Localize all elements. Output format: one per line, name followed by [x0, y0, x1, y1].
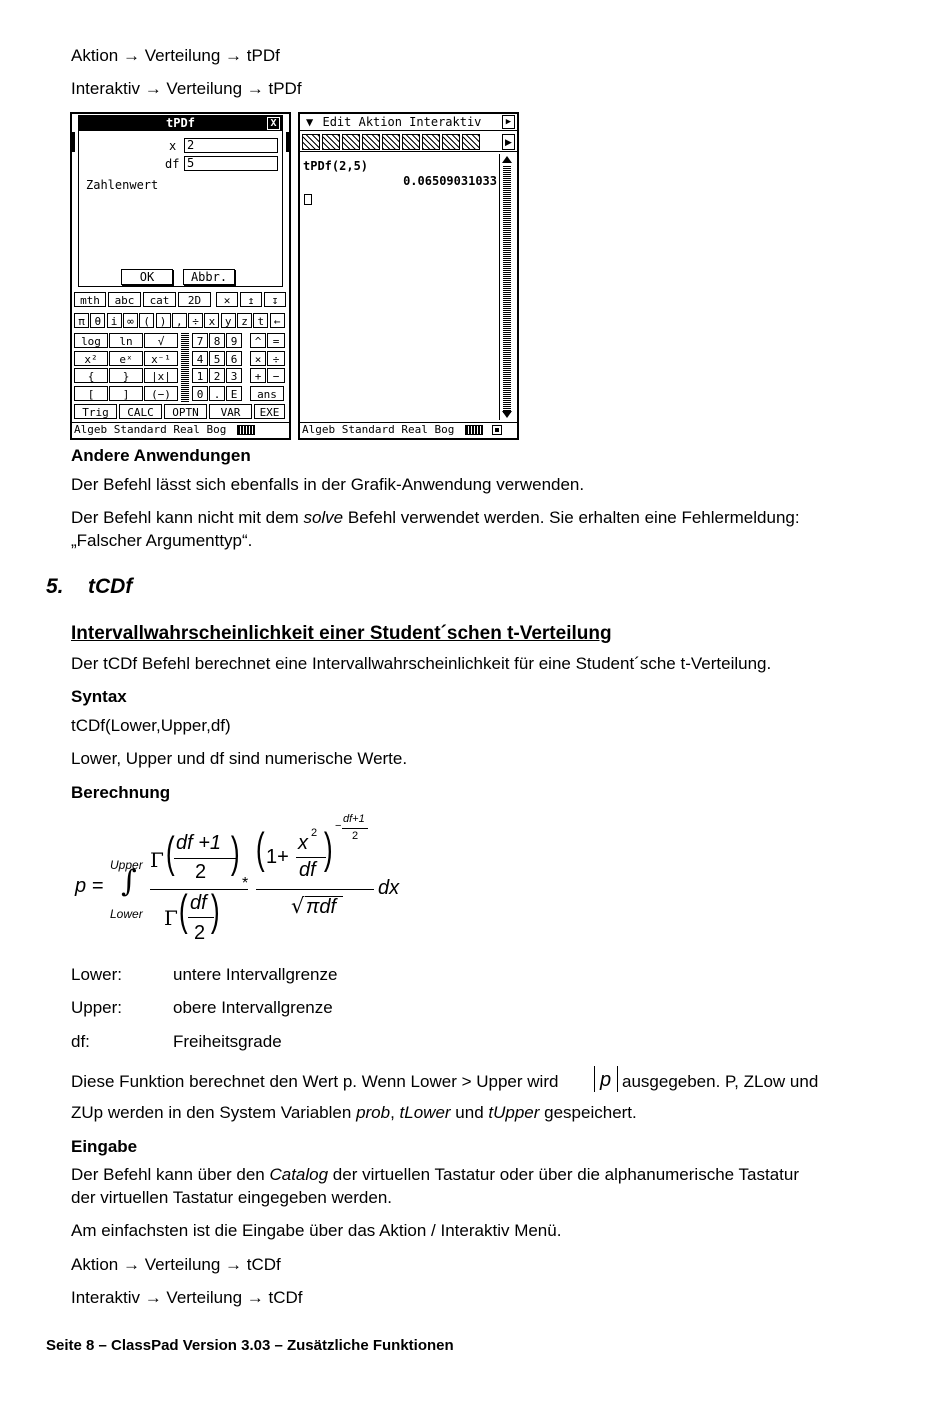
kb-key[interactable]: +: [250, 368, 266, 383]
def-term-upper: Upper:: [71, 998, 123, 1017]
kb-key[interactable]: .: [209, 386, 225, 401]
kb-key[interactable]: ln: [109, 333, 143, 348]
formula-upper: Upper: [110, 858, 143, 872]
status-bar: [72, 422, 291, 437]
abs-p-letter: p: [600, 1069, 612, 1091]
battery-icon: [237, 425, 255, 435]
formula-squared: 2: [311, 827, 318, 839]
toolbar-tool-icon[interactable]: [382, 134, 400, 150]
kb-key[interactable]: ÷: [188, 313, 203, 328]
kb-key[interactable]: ×: [250, 351, 266, 366]
kb-key[interactable]: 5: [209, 351, 225, 366]
status-bar-right: [300, 422, 519, 437]
func-text-c: [71, 1103, 637, 1123]
einfach-text: Am einfachsten ist die Eingabe über das Aktion / Interaktiv Menü.: [71, 1221, 562, 1240]
x-input[interactable]: 2: [184, 138, 278, 153]
kb-key[interactable]: eˣ: [109, 351, 143, 366]
kb-key[interactable]: E: [226, 386, 242, 401]
kb-key[interactable]: 2: [209, 368, 225, 383]
menu-items[interactable]: Edit Aktion Interaktiv: [322, 115, 482, 129]
frac-line-3: [296, 857, 326, 858]
def-term-df: df:: [71, 1032, 90, 1051]
toolbar: [300, 133, 517, 152]
cancel-button[interactable]: Abbr.: [183, 269, 235, 285]
kb-up-icon[interactable]: ↥: [240, 292, 262, 307]
kb-calc[interactable]: CALC: [119, 404, 162, 419]
kb-exe[interactable]: EXE: [254, 404, 285, 419]
kb-key[interactable]: ←: [270, 313, 285, 328]
kb-key[interactable]: }: [109, 368, 143, 383]
close-icon[interactable]: X: [267, 117, 280, 130]
kb-key[interactable]: 1: [192, 368, 208, 383]
syntax-text: tCDf(Lower,Upper,df): [71, 716, 231, 735]
formula-one-plus: 1+: [266, 846, 289, 868]
syntax-note: Lower, Upper und df sind numerische Werte.: [71, 749, 408, 768]
menu-more-icon[interactable]: ▶: [502, 115, 515, 129]
exp-minus: −: [335, 820, 342, 832]
kb-trig[interactable]: Trig: [74, 404, 117, 419]
paren-open-2: (: [178, 886, 188, 935]
input-expression: tPDf(2,5): [303, 159, 369, 173]
kb-key[interactable]: √: [144, 333, 178, 348]
kb-key[interactable]: ,: [172, 313, 187, 328]
formula: [70, 812, 410, 952]
kb-key[interactable]: 7: [192, 333, 208, 348]
kb-key[interactable]: x: [204, 313, 219, 328]
def-desc-upper: obere Intervallgrenze: [173, 998, 333, 1017]
main-frac-line-1: [150, 889, 248, 890]
kb-key[interactable]: [: [74, 386, 108, 401]
integral-icon: ∫: [121, 864, 137, 899]
kb-key[interactable]: ^: [250, 333, 266, 348]
exp-numerator: df+1: [343, 813, 365, 825]
kb-var[interactable]: VAR: [209, 404, 252, 419]
kb-tab-2d[interactable]: 2D: [178, 292, 211, 307]
battery-icon-right: [465, 425, 483, 435]
kb-key[interactable]: 6: [226, 351, 242, 366]
scroll-up-icon[interactable]: [502, 156, 512, 163]
scroll-edge-right: [286, 132, 289, 152]
kb-key[interactable]: π: [74, 313, 89, 328]
kb-key[interactable]: θ: [90, 313, 105, 328]
formula-sqrt-pi-df: πdf: [306, 896, 337, 918]
para-solve-b: Befehl verwendet werden. Sie erhalten eine Fehlermeldung:: [343, 508, 800, 527]
window-icon[interactable]: [492, 425, 502, 435]
kb-key[interactable]: −: [267, 368, 285, 383]
def-term-lower: Lower:: [71, 965, 123, 984]
kb-symbol-row: [74, 313, 286, 329]
toolbar-tool-icon[interactable]: [422, 134, 440, 150]
exp-frac-line: [342, 828, 368, 829]
calculator-screen-left: [70, 112, 291, 440]
heading-berechnung: Berechnung: [71, 783, 171, 802]
eingabe-a: Der Befehl kann über den: [71, 1165, 270, 1184]
main-frac-line-2: [256, 889, 374, 890]
gamma-bottom: Γ: [164, 906, 178, 930]
kb-down-icon[interactable]: ↧: [264, 292, 286, 307]
def-desc-lower: untere Intervallgrenze: [173, 965, 338, 984]
menu-bar: [300, 114, 517, 131]
kb-key[interactable]: (−): [144, 386, 178, 401]
func-text-b: ausgegeben. P, ZLow und: [622, 1072, 819, 1091]
exp-denominator: 2: [352, 830, 359, 842]
toolbar-tool-icon[interactable]: [342, 134, 360, 150]
kb-key[interactable]: ∞: [123, 313, 138, 328]
scroll-down-icon[interactable]: [502, 411, 512, 418]
kb-separator: [181, 333, 189, 403]
kb-optn[interactable]: OPTN: [164, 404, 207, 419]
heading-syntax: Syntax: [71, 687, 127, 706]
heading-eingabe: Eingabe: [71, 1137, 138, 1156]
scroll-track[interactable]: [503, 166, 511, 414]
kb-key[interactable]: 0: [192, 386, 208, 401]
menu-arrow-icon[interactable]: ▼: [306, 115, 314, 129]
gamma-top: Γ: [150, 848, 164, 872]
eingabe-text-1: [71, 1165, 799, 1185]
paren-close-3: ): [323, 824, 333, 873]
func-c4: gespeichert.: [539, 1103, 637, 1122]
eingabe-text-2: der virtuellen Tastatur eingegeben werden.: [71, 1188, 393, 1207]
dialog-title-bar: [79, 116, 282, 131]
scroll-edge-left: [72, 132, 75, 152]
menu-path-interaktiv-tcdf: Interaktiv → Verteilung → tCDf: [71, 1288, 303, 1307]
kb-key[interactable]: ): [156, 313, 171, 328]
kb-key[interactable]: =: [267, 333, 285, 348]
kb-key[interactable]: 9: [226, 333, 242, 348]
eingabe-b: der virtuellen Tastatur oder über die alphanumerische Tastatur: [328, 1165, 799, 1184]
para-solve-italic: solve: [303, 508, 344, 527]
menu-path-aktion-tcdf: Aktion → Verteilung → tCDf: [71, 1255, 281, 1274]
intro-text: Der tCDf Befehl berechnet eine Intervallwahrscheinlichkeit für eine Student´sche t-Verteilung.: [71, 654, 772, 673]
func-text-a: Diese Funktion berechnet den Wert p. Wenn Lower > Upper wird: [71, 1072, 559, 1091]
formula-p: p =: [75, 875, 104, 897]
para-solve-a: Der Befehl kann nicht mit dem: [71, 508, 304, 527]
paren-close-1: ): [230, 828, 240, 877]
section-title: tCDf: [88, 575, 133, 598]
kb-key[interactable]: |x|: [144, 368, 178, 383]
kb-key[interactable]: 4: [192, 351, 208, 366]
kb-tab-mth[interactable]: mth: [74, 292, 106, 307]
kb-key[interactable]: log: [74, 333, 108, 348]
formula-lower: Lower: [110, 907, 143, 921]
formula-df-plus-1: df +1: [176, 832, 222, 854]
toolbar-tool-icon[interactable]: [402, 134, 420, 150]
formula-x: x: [298, 832, 308, 854]
def-desc-df: Freiheitsgrade: [173, 1032, 282, 1051]
scrollbar[interactable]: [499, 154, 513, 420]
kb-tab-cat[interactable]: cat: [143, 292, 176, 307]
para-grafik: Der Befehl lässt sich ebenfalls in der Grafik-Anwendung verwenden.: [71, 475, 585, 494]
kb-tab-abc[interactable]: abc: [108, 292, 141, 307]
ok-button[interactable]: OK: [121, 269, 173, 285]
df-label: df: [165, 157, 180, 171]
menu-path-aktion: Aktion → Verteilung → tPDf: [71, 46, 280, 65]
kb-key[interactable]: (: [139, 313, 154, 328]
output-value: 0.06509031033: [403, 174, 497, 188]
section-subtitle: Intervallwahrscheinlichkeit einer Student´schen t-Verteilung: [71, 623, 612, 644]
formula-df-2: df: [299, 859, 316, 881]
para-solve-error: „Falscher Argumenttyp“.: [71, 531, 253, 550]
paren-close-2: ): [210, 886, 220, 935]
kb-key[interactable]: ans: [250, 386, 284, 401]
kb-key[interactable]: 3: [226, 368, 242, 383]
status-text-right: Algeb Standard Real Bog: [302, 423, 455, 436]
toolbar-tool-icon[interactable]: [302, 134, 320, 150]
kb-key[interactable]: t: [253, 313, 268, 328]
toolbar-tool-icon[interactable]: [322, 134, 340, 150]
kb-key[interactable]: 8: [209, 333, 225, 348]
page-footer: Seite 8 – ClassPad Version 3.03 – Zusätzliche Funktionen: [46, 1337, 454, 1354]
menu-path-interaktiv: Interaktiv → Verteilung → tPDf: [71, 79, 302, 98]
toolbar-tool-icon[interactable]: [442, 134, 460, 150]
kb-key[interactable]: ]: [109, 386, 143, 401]
calculator-screen-right: [298, 112, 519, 440]
kb-main-grid: [74, 333, 286, 405]
formula-two-1: 2: [195, 861, 207, 883]
func-c1: ZUp werden in den System Variablen: [71, 1103, 357, 1122]
toolbar-tool-icon[interactable]: [362, 134, 380, 150]
kb-key[interactable]: y: [221, 313, 236, 328]
var-tlower: tLower: [399, 1103, 451, 1122]
kb-key[interactable]: x⁻¹: [144, 351, 178, 366]
func-c3: und: [450, 1103, 489, 1122]
x-label: x: [169, 139, 177, 153]
formula-df-1: df: [190, 892, 207, 914]
eingabe-catalog: Catalog: [269, 1165, 329, 1184]
formula-dx: dx: [378, 877, 400, 899]
tpdf-dialog: [78, 115, 283, 287]
toolbar-tool-icon[interactable]: [462, 134, 480, 150]
kb-key[interactable]: x²: [74, 351, 108, 366]
df-input[interactable]: 5: [184, 156, 278, 171]
sqrt-icon: √: [291, 894, 305, 918]
status-text: Algeb Standard Real Bog: [74, 423, 227, 436]
formula-star: *: [242, 875, 249, 892]
toolbar-more-icon[interactable]: ▶: [502, 134, 515, 150]
kb-key[interactable]: z: [237, 313, 252, 328]
paren-open-1: (: [165, 828, 175, 877]
kb-key[interactable]: ÷: [267, 351, 285, 366]
kb-key[interactable]: {: [74, 368, 108, 383]
paren-open-3: (: [255, 824, 265, 873]
cursor-icon: [304, 194, 312, 205]
abs-p: [594, 1066, 618, 1092]
kb-cross-icon[interactable]: ✕: [216, 292, 238, 307]
toolbar-icons: [302, 134, 502, 150]
var-prob: prob: [356, 1103, 391, 1122]
kb-key[interactable]: i: [107, 313, 122, 328]
formula-two-2: 2: [194, 922, 206, 944]
frac-line-1: [174, 858, 236, 859]
func-c2: ,: [390, 1103, 400, 1122]
heading-andere-anwendungen: Andere Anwendungen: [71, 446, 251, 465]
section-number: 5.: [46, 575, 64, 598]
result-label: Zahlenwert: [86, 178, 159, 192]
var-tupper: tUpper: [488, 1103, 540, 1122]
para-solve: [71, 508, 800, 528]
dialog-title: tPDf: [166, 116, 195, 130]
